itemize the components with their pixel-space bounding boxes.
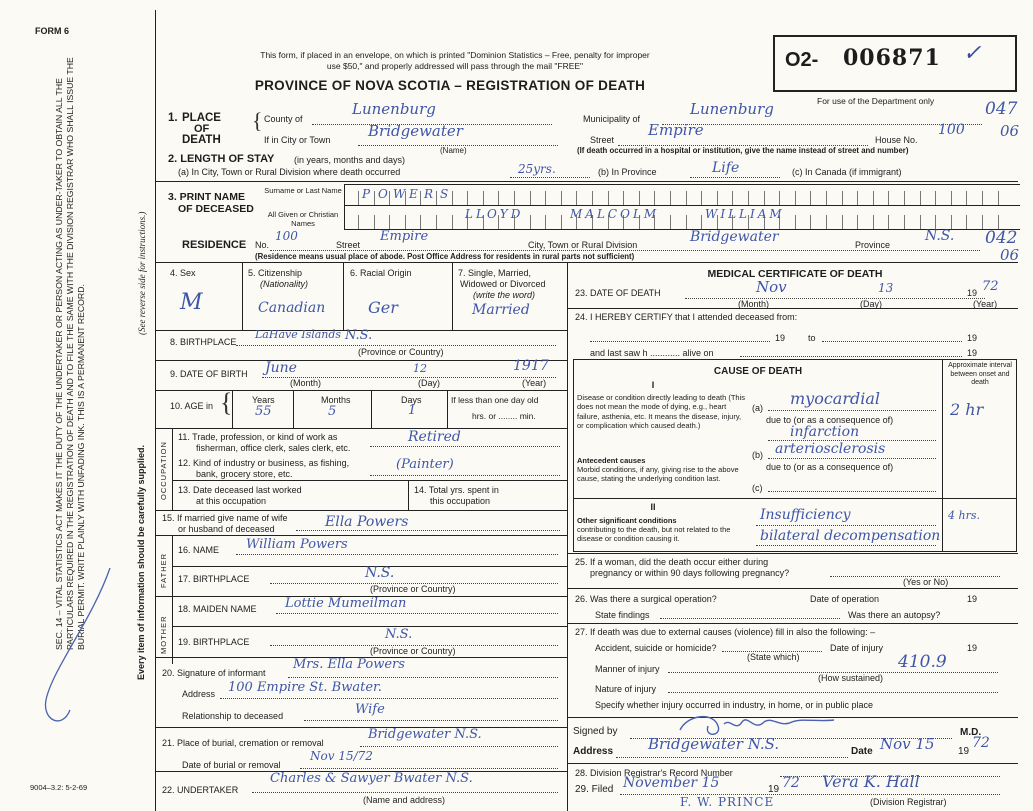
relationship-label: Relationship to deceased: [182, 711, 284, 721]
department-use-label: For use of the Department only: [817, 96, 935, 106]
department-code-4: 06: [1000, 246, 1020, 264]
injury-date-label: Date of injury: [830, 643, 884, 653]
age-days[interactable]: 1: [408, 403, 417, 418]
external-causes-label: 27. If death was due to external causes (violence) fill in also the following: –: [575, 627, 876, 637]
dod-day-caption: (Day): [860, 299, 882, 309]
last-worked-label-1: 13. Date deceased last worked: [178, 485, 302, 495]
citizenship-label: 5. Citizenship: [248, 268, 303, 278]
spouse-label-1: 15. If married give name of wife: [162, 513, 288, 523]
surname-grid-cell: [389, 191, 390, 205]
father-birthplace-value[interactable]: N.S.: [365, 565, 395, 581]
surname-grid-cell: [639, 191, 640, 205]
residence-no-value[interactable]: 100: [275, 229, 298, 243]
given-name-grid-cell: [670, 215, 671, 229]
given-name-grid-cell: [888, 215, 889, 229]
informant-label: 20. Signature of informant: [162, 668, 266, 678]
filed-year[interactable]: 72: [782, 775, 800, 791]
given-name-grid-cell: [545, 215, 546, 229]
given-name-grid-cell: [857, 215, 858, 229]
marital-label-2: Widowed or Divorced: [460, 279, 546, 289]
margin-pen-stroke: [22, 560, 112, 735]
dob-day[interactable]: 12: [413, 362, 427, 375]
place-label: PLACE: [182, 112, 221, 124]
given-name-grid-cell: [982, 215, 983, 229]
antecedent-title: Antecedent causes: [577, 456, 646, 465]
length-of-stay-label: 2. LENGTH OF STAY: [168, 153, 275, 165]
surname-grid-cell: [842, 191, 843, 205]
name-caption: (Name): [440, 146, 467, 155]
surname-grid-cell: [514, 191, 515, 205]
citizenship-value[interactable]: Canadian: [258, 300, 326, 316]
relationship-value[interactable]: Wife: [355, 702, 385, 717]
part-two-label: II: [650, 502, 656, 512]
undertaker-caption: (Name and address): [363, 795, 446, 805]
of-deceased-label: OF DECEASED: [178, 203, 254, 215]
how-sustained-caption: (How sustained): [818, 673, 884, 683]
age-days-label: Days: [401, 395, 422, 405]
dod-month-caption: (Month): [738, 299, 770, 309]
surgery-date-label: Date of operation: [810, 594, 880, 604]
registrar-record-label: 28. Division Registrar's Record Number: [575, 768, 733, 778]
given-name-grid-cell: [826, 215, 827, 229]
birthplace-value-2[interactable]: N.S.: [345, 328, 373, 343]
surname-grid-cell: [779, 191, 780, 205]
given-name-grid-cell: [374, 215, 375, 229]
cause-a-value[interactable]: myocardial: [790, 389, 881, 408]
industry-value[interactable]: (Painter): [396, 457, 454, 472]
signed-year[interactable]: 72: [972, 735, 990, 751]
street-label: Street: [590, 135, 615, 145]
informant-address-label: Address: [182, 689, 216, 699]
industry-label-1: 12. Kind of industry or business, as fishing,: [178, 458, 350, 468]
due-to-a-value[interactable]: infarction: [790, 424, 860, 440]
department-code-2: 06: [1000, 122, 1020, 140]
residence-province-value[interactable]: N.S.: [925, 228, 955, 244]
burial-place-label: 21. Place of burial, cremation or removal: [162, 738, 324, 748]
stay-b-value[interactable]: Life: [712, 160, 740, 176]
marital-value[interactable]: Married: [472, 302, 530, 318]
death-label: DEATH: [182, 134, 221, 146]
given-names-label: All Given or Christian Names: [267, 210, 339, 228]
other-conditions-description: contributing to the death, but not related to the disease or condition causing it.: [577, 525, 731, 544]
father-side-label: FATHER: [159, 552, 168, 588]
registration-number-box: [773, 35, 1017, 92]
division-registrar-caption: (Division Registrar): [870, 797, 947, 807]
given-name-grid-cell: [452, 215, 453, 229]
occupation-side-label: OCCUPATION: [159, 441, 168, 500]
dob-year[interactable]: 1917: [513, 358, 549, 374]
legal-notice-sidebar: SEC. 14 – VITAL STATISTICS ACT MAKES IT THE DUTY OF THE UNDERTAKER OR PERSON ACTING AS UNDER-TAKER TO OBTAIN ALL THE PARTICULARS REQUIRED IN THE REGISTRATION OF DEATH AND TO FILE THE SAME WITH THE DIVISION REGISTRAR WHO SHALL ISSUE THE BURIAL PERMIT. WRITE PLAINLY WITH UNFADING INK. THIS IS A PERMANENT RECORD.: [54, 57, 87, 650]
check-mark-icon: ✓: [963, 41, 982, 66]
surname-grid-cell: [810, 191, 811, 205]
surname-grid-cell: [374, 191, 375, 205]
marital-label-3: (write the word): [473, 290, 536, 300]
birthplace-label: 8. BIRTHPLACE: [170, 337, 237, 347]
date-of-death-year-prefix: 19: [967, 288, 978, 298]
residence-city-label: City, Town or Rural Division: [528, 240, 638, 250]
surname-grid-cell: [576, 191, 577, 205]
reverse-side-note: (See reverse side for instructions.): [137, 211, 147, 335]
cause-of-death-title: CAUSE OF DEATH: [713, 366, 803, 377]
other-condition-1[interactable]: Insufficiency: [760, 507, 851, 523]
injury-19: 19: [967, 643, 978, 653]
age-label: 10. AGE in: [170, 401, 214, 411]
surname-grid-cell: [686, 191, 687, 205]
given-name-grid-cell: [810, 215, 811, 229]
father-name-value[interactable]: William Powers: [246, 537, 348, 552]
total-years-label-2: this occupation: [430, 496, 491, 506]
cause-b-label: (b): [752, 450, 763, 460]
due-to-b-label: due to (or as a consequence of): [766, 462, 894, 472]
county-value[interactable]: Lunenburg: [352, 100, 436, 118]
manner-code[interactable]: 410.9: [898, 652, 947, 672]
street-value[interactable]: Empire: [648, 121, 704, 139]
stay-c-label: (c) In Canada (if immigrant): [792, 167, 902, 177]
trade-label-1: 11. Trade, profession, or kind of work as: [178, 432, 338, 442]
stay-a-label: (a) In City, Town or Rural Division where death occurred: [178, 167, 401, 177]
surname-grid-cell: [483, 191, 484, 205]
md-label: M.D.: [960, 727, 982, 738]
certify-label: 24. I HEREBY CERTIFY that I attended deceased from:: [575, 312, 798, 322]
spouse-value[interactable]: Ella Powers: [325, 514, 409, 530]
undertaker-value[interactable]: Charles & Sawyer Bwater N.S.: [270, 771, 473, 786]
given-name-1[interactable]: LLOYD: [465, 207, 524, 221]
filed-date-value[interactable]: November 15: [623, 775, 720, 791]
given-name-grid-cell: [436, 215, 437, 229]
municipality-label: Municipality of: [583, 114, 641, 124]
hospital-note: (If death occurred in a hospital or institution, give the name instead of street and number): [577, 146, 909, 155]
supply-instruction: Every item of information should be carefully supplied.: [136, 444, 146, 680]
last-worked-label-2: at this occupation: [196, 496, 267, 506]
age-years[interactable]: 55: [255, 404, 272, 419]
cause-a-label: (a): [752, 403, 763, 413]
form-number: FORM 6: [35, 26, 70, 36]
part-one-label: I: [651, 380, 655, 390]
given-name-grid-cell: [420, 215, 421, 229]
given-name-grid-cell: [935, 215, 936, 229]
surname-grid-cell: [732, 191, 733, 205]
age-hours-label: hrs. or ........ min.: [472, 411, 536, 421]
surname-grid-cell: [420, 191, 421, 205]
cause-a-interval[interactable]: 2 hr: [950, 400, 984, 419]
trade-label-2: fisherman, office clerk, sales clerk, etc.: [196, 443, 351, 453]
pregnancy-label-2: pregnancy or within 90 days following pregnancy?: [590, 568, 790, 578]
given-name-grid-cell: [795, 215, 796, 229]
residence-no-label: No.: [255, 240, 270, 250]
county-label: County of: [264, 114, 303, 124]
father-birthplace-label: 17. BIRTHPLACE: [178, 574, 250, 584]
medical-certificate-title: MEDICAL CERTIFICATE OF DEATH: [707, 268, 883, 280]
residence-city-value[interactable]: Bridgewater: [690, 229, 779, 245]
place-of-death-num: 1.: [168, 112, 178, 124]
mother-side-label: MOTHER: [159, 615, 168, 654]
birthplace-caption: (Province or Country): [358, 347, 444, 357]
disease-description: Disease or condition directly leading to death (This does not mean the mode of dying, e.g., heart failure, asthenia, etc. It means the disease, injury, or complication which caused death.): [577, 393, 746, 430]
autopsy-label: Was there an autopsy?: [848, 610, 941, 620]
informant-address-value[interactable]: 100 Empire St. Bwater.: [228, 680, 382, 695]
surname-grid-cell: [748, 191, 749, 205]
certify-from-19: 19: [775, 333, 786, 343]
racial-origin-value[interactable]: Ger: [368, 298, 398, 317]
stay-b-label: (b) In Province: [598, 167, 657, 177]
house-value[interactable]: 100: [938, 122, 965, 138]
sex-label: 4. Sex: [170, 268, 196, 278]
surname-grid-cell: [498, 191, 499, 205]
racial-origin-label: 6. Racial Origin: [350, 268, 412, 278]
stay-a-value[interactable]: 25yrs.: [518, 162, 556, 176]
registration-prefix: O2-: [785, 49, 819, 71]
given-name-grid-cell: [951, 215, 952, 229]
surname-letter[interactable]: W: [393, 187, 406, 201]
signed-by-label: Signed by: [573, 726, 618, 737]
surname-grid-cell: [436, 191, 437, 205]
surname-letter[interactable]: E: [409, 187, 418, 201]
birthplace-value[interactable]: LaHave Islands: [255, 328, 342, 341]
surname-grid-cell: [998, 191, 999, 205]
surname-letter[interactable]: R: [424, 187, 434, 201]
manner-label: Manner of injury: [595, 664, 660, 674]
surgery-19: 19: [967, 594, 978, 604]
given-name-grid-cell: [701, 215, 702, 229]
surname-grid-cell: [467, 191, 468, 205]
trade-value[interactable]: Retired: [408, 429, 461, 445]
mail-notice-line1: This form, if placed in an envelope, on which is printed "Dominion Statistics – Free, penalty for improper: [260, 50, 650, 60]
last-saw-19: 19: [967, 348, 978, 358]
surname-grid-cell: [717, 191, 718, 205]
form-code: 9004–3.2: 5-2-69: [30, 783, 88, 792]
surname-letter[interactable]: P: [362, 187, 371, 201]
city-label: If in City or Town: [264, 135, 331, 145]
given-name-grid-cell: [998, 215, 999, 229]
accident-label: Accident, suicide or homicide?: [595, 643, 717, 653]
sex-value[interactable]: M: [180, 290, 203, 315]
given-name-grid-cell: [686, 215, 687, 229]
surname-grid-cell: [764, 191, 765, 205]
given-name-3[interactable]: WILLIAM: [705, 207, 785, 221]
surgery-label: 26. Was there a surgical operation?: [575, 594, 717, 604]
total-years-label-1: 14. Total yrs. spent in: [414, 485, 499, 495]
surname-label: Surname or Last Name: [264, 186, 342, 195]
findings-label: State findings: [595, 610, 650, 620]
filed-year-prefix: 19: [768, 784, 780, 795]
date-of-death-label: 23. DATE OF DEATH: [575, 288, 661, 298]
surname-grid-cell: [530, 191, 531, 205]
last-saw-label: and last saw h ............ alive on: [590, 348, 714, 358]
residence-province-label: Province: [855, 240, 891, 250]
given-name-grid-cell: [966, 215, 967, 229]
signed-date-label: Date: [851, 746, 873, 757]
signed-year-prefix: 19: [958, 746, 970, 757]
other-condition-interval[interactable]: 4 hrs.: [948, 509, 980, 522]
dob-month[interactable]: June: [265, 360, 297, 376]
given-name-grid-cell: [389, 215, 390, 229]
surname-grid-cell: [795, 191, 796, 205]
house-label: House No.: [875, 135, 918, 145]
father-name-label: 16. NAME: [178, 545, 220, 555]
state-which-caption: (State which): [747, 652, 800, 662]
antecedent-description: Morbid conditions, if any, giving rise to the above cause, stating the underlying condition last.: [577, 465, 739, 484]
interval-header: Approximate interval between onset and death: [948, 362, 1012, 386]
surname-grid-cell: [857, 191, 858, 205]
informant-value[interactable]: Mrs. Ella Powers: [293, 657, 405, 672]
given-name-grid-cell: [842, 215, 843, 229]
signed-address-value[interactable]: Bridgewater N.S.: [648, 735, 780, 753]
signed-date-value[interactable]: Nov 15: [880, 735, 935, 753]
form-title: PROVINCE OF NOVA SCOTIA – REGISTRATION OF DEATH: [254, 78, 646, 93]
surname-grid-cell: [920, 191, 921, 205]
residence-street-label: Street: [336, 240, 361, 250]
marital-label-1: 7. Single, Married,: [458, 268, 532, 278]
citizenship-sub: (Nationality): [260, 279, 309, 289]
specify-label: Specify whether injury occurred in industry, in home, or in public place: [595, 700, 873, 710]
due-to-a-label: due to (or as a consequence of): [766, 415, 894, 425]
surname-grid-cell: [904, 191, 905, 205]
dob-label: 9. DATE OF BIRTH: [170, 369, 248, 379]
surname-grid-cell: [608, 191, 609, 205]
surname-grid-cell: [623, 191, 624, 205]
other-conditions-title: Other significant conditions: [577, 516, 677, 525]
given-name-grid-cell: [358, 215, 359, 229]
mail-notice-line2: use $50," and properly addressed will pass through the mail "FREE": [326, 61, 584, 71]
mother-birthplace-value[interactable]: N.S.: [385, 627, 413, 642]
given-name-grid-cell: [405, 215, 406, 229]
mother-birthplace-caption: (Province or Country): [370, 646, 456, 656]
pregnancy-caption: (Yes or No): [903, 577, 949, 587]
burial-place-value[interactable]: Bridgewater N.S.: [368, 727, 482, 742]
given-name-grid-cell: [530, 215, 531, 229]
father-birthplace-caption: (Province or Country): [370, 584, 456, 594]
dod-year-caption: (Year): [973, 299, 998, 309]
surname-grid-cell: [966, 191, 967, 205]
date-of-death-month[interactable]: Nov: [756, 278, 787, 296]
length-of-stay-sub: (in years, months and days): [294, 155, 406, 165]
surname-grid-cell: [545, 191, 546, 205]
filed-label: 29. Filed: [575, 784, 614, 795]
maiden-name-label: 18. MAIDEN NAME: [178, 604, 257, 614]
dob-day-caption: (Day): [418, 378, 440, 388]
burial-date-value[interactable]: Nov 15/72: [310, 749, 373, 763]
residence-street-value[interactable]: Empire: [380, 229, 429, 244]
surname-grid-cell: [561, 191, 562, 205]
nature-label: Nature of injury: [595, 684, 657, 694]
certify-to-19: 19: [967, 333, 978, 343]
surname-letter[interactable]: S: [440, 187, 449, 201]
surname-grid-cell: [701, 191, 702, 205]
signed-address-label: Address: [573, 746, 614, 757]
mother-birthplace-label: 19. BIRTHPLACE: [178, 637, 250, 647]
residence-note: (Residence means usual place of abode. Post Office Address for residents in rural parts not sufficient): [255, 252, 635, 261]
industry-label-2: bank, grocery store, etc.: [196, 469, 293, 479]
surname-grid-cell: [452, 191, 453, 205]
surname-grid-cell: [951, 191, 952, 205]
certify-to: to: [808, 333, 816, 343]
given-name-grid-cell: [873, 215, 874, 229]
given-name-grid-cell: [904, 215, 905, 229]
maiden-name-value[interactable]: Lottie Mumeilman: [285, 596, 407, 611]
other-condition-2[interactable]: bilateral decompensation: [760, 528, 941, 544]
given-name-2[interactable]: MALCOLM: [570, 207, 660, 221]
pregnancy-label-1: 25. If a woman, did the death occur either during: [575, 557, 769, 567]
division-registrar-signature[interactable]: Vera K. Hall: [822, 772, 920, 791]
municipality-value[interactable]: Lunenburg: [690, 100, 774, 118]
dob-month-caption: (Month): [290, 378, 322, 388]
date-of-death-year[interactable]: 72: [982, 279, 999, 294]
age-years-label: Years: [252, 395, 275, 405]
surname-grid-cell: [888, 191, 889, 205]
interval-column: [943, 359, 1017, 552]
surname-grid-cell: [592, 191, 593, 205]
department-code-3: 042: [985, 228, 1018, 248]
surname-grid-cell: [982, 191, 983, 205]
of-label: OF: [194, 123, 210, 135]
cause-b-value[interactable]: arteriosclerosis: [775, 441, 886, 457]
registrar-stamp: F. W. PRINCE: [680, 795, 775, 809]
cause-c-label: (c): [752, 483, 763, 493]
burial-date-label: Date of burial or removal: [182, 760, 281, 770]
surname-grid-cell: [654, 191, 655, 205]
residence-label: RESIDENCE: [182, 239, 247, 251]
age-less-label: If less than one day old: [451, 395, 539, 405]
print-name-label: 3. PRINT NAME: [168, 191, 246, 203]
age-months-label: Months: [321, 395, 351, 405]
given-name-grid-cell: [561, 215, 562, 229]
city-value[interactable]: Bridgewater: [368, 122, 463, 140]
surname-grid-cell: [873, 191, 874, 205]
surname-grid-cell: [826, 191, 827, 205]
surname-letter[interactable]: O: [378, 187, 388, 201]
age-months[interactable]: 5: [328, 404, 337, 419]
surname-grid-cell: [935, 191, 936, 205]
spouse-label-2: or husband of deceased: [178, 524, 275, 534]
surname-grid-cell: [670, 191, 671, 205]
given-name-grid-cell: [920, 215, 921, 229]
dob-year-caption: (Year): [522, 378, 547, 388]
date-of-death-day[interactable]: 13: [878, 281, 894, 295]
undertaker-label: 22. UNDERTAKER: [162, 785, 239, 795]
department-code-1: 047: [985, 99, 1018, 119]
registration-number: 006871: [843, 45, 941, 71]
surname-grid-cell: [358, 191, 359, 205]
